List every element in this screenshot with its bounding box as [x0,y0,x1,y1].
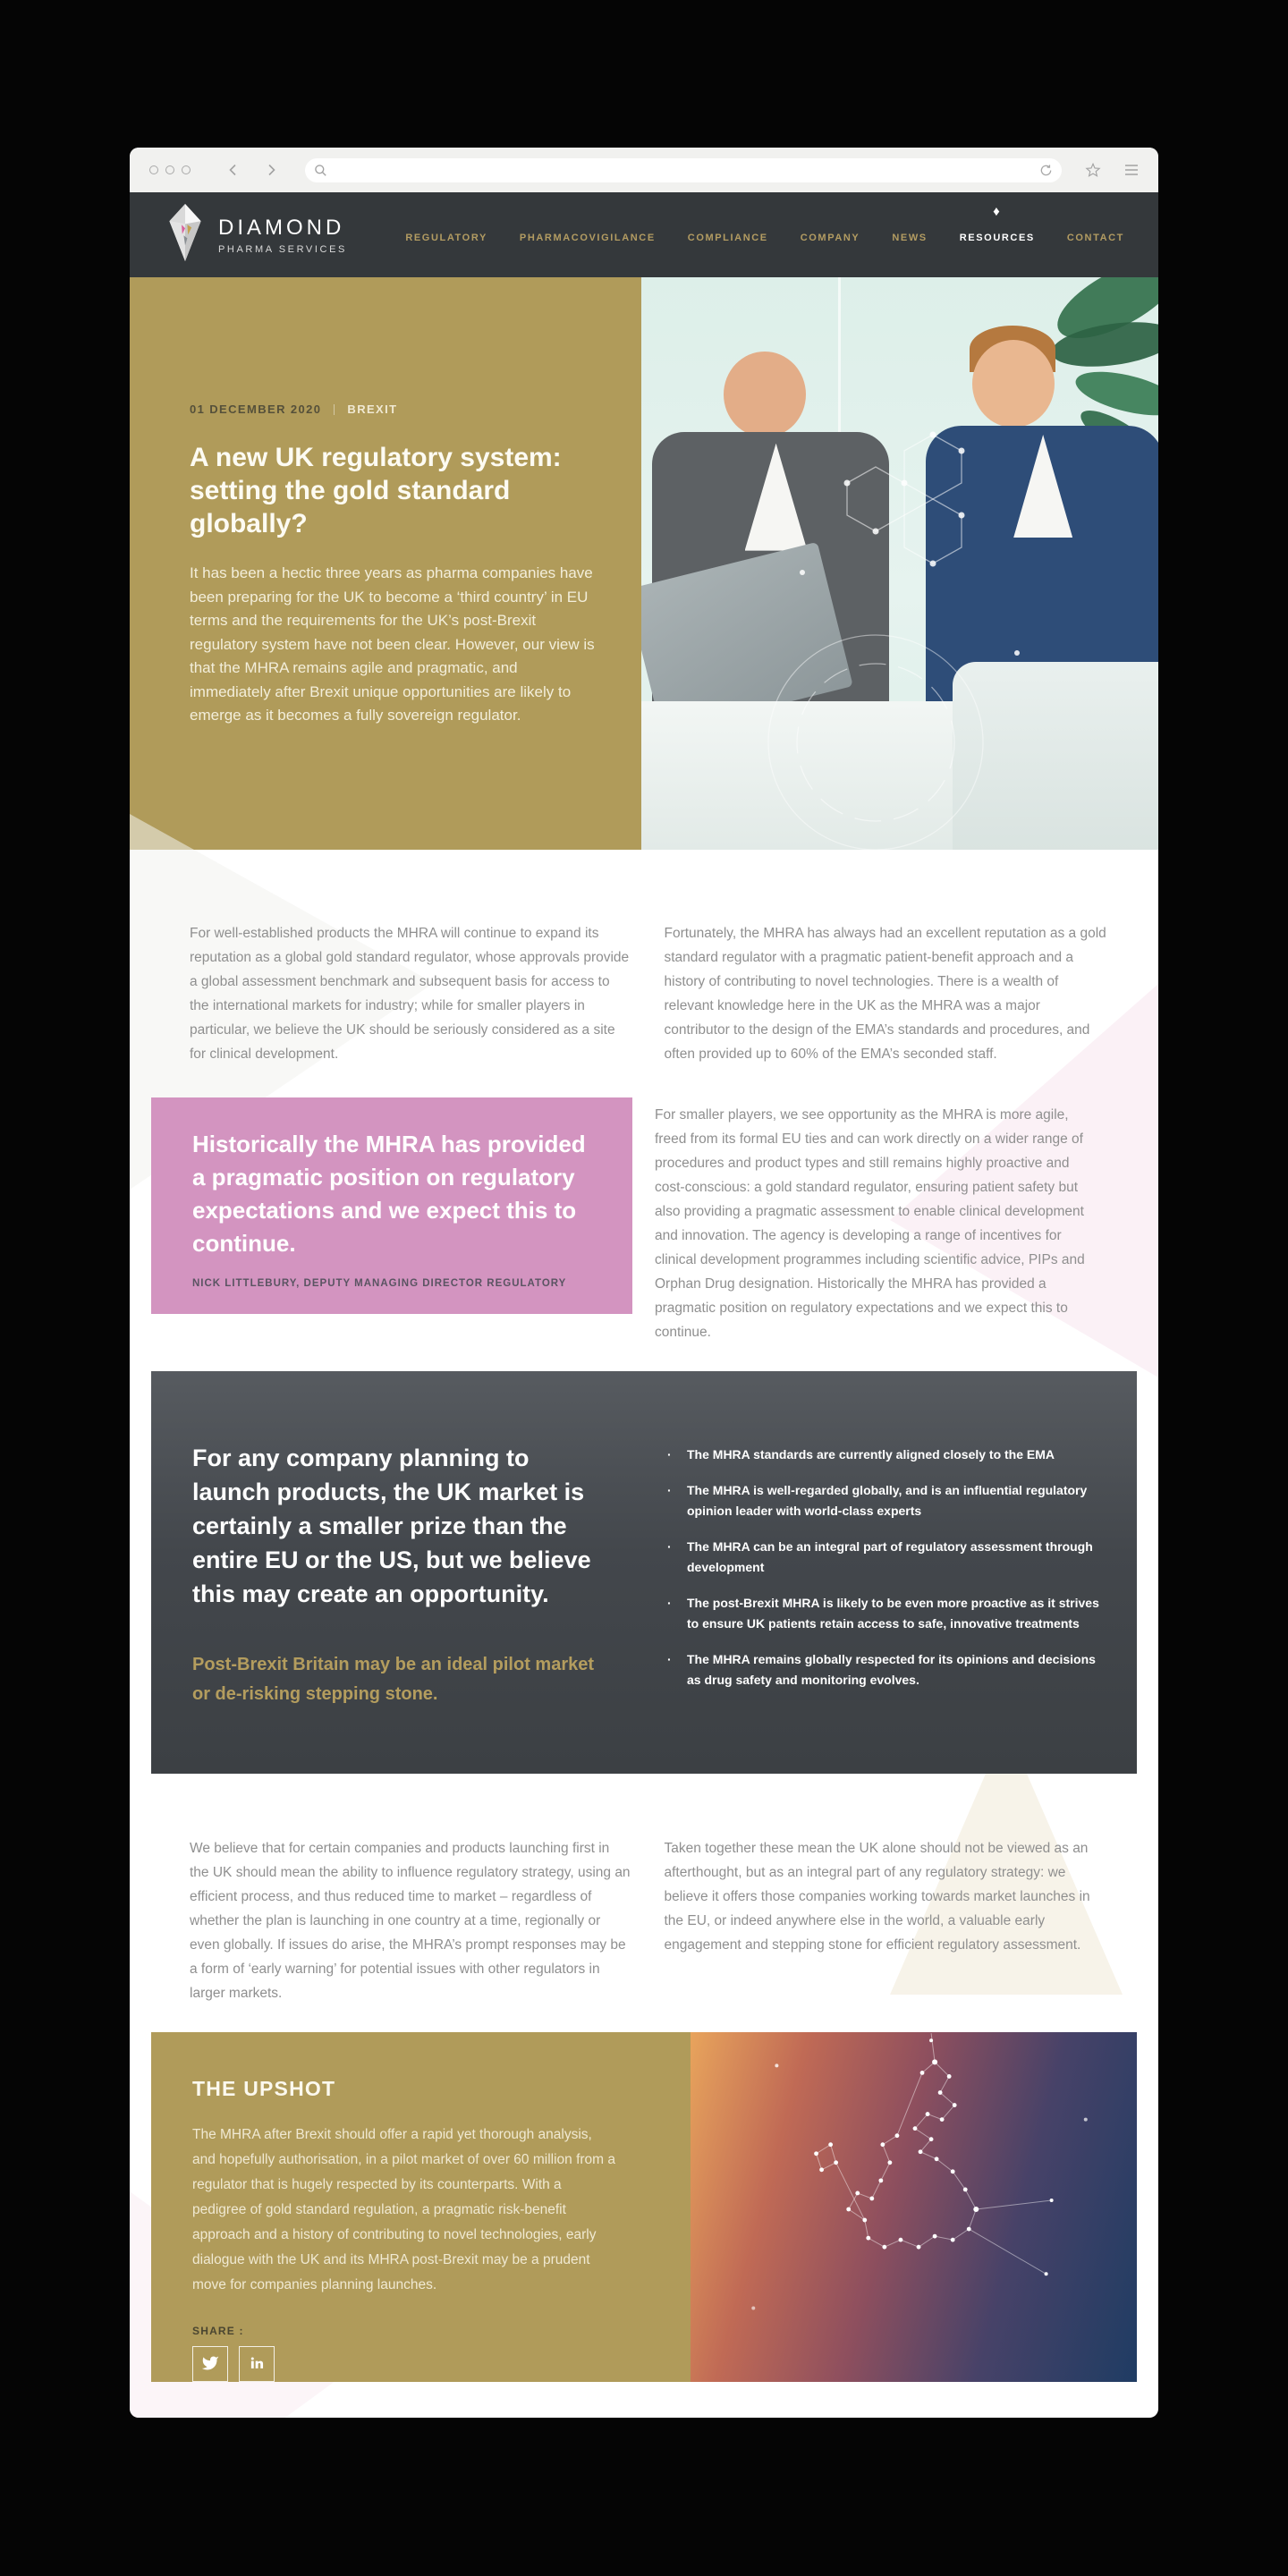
nav-item-compliance[interactable]: COMPLIANCE [687,232,768,243]
url-bar[interactable] [305,158,1062,182]
hero-photo [641,277,1158,850]
panel-heading: For any company planning to launch products, the UK market is certainly a smaller prize than the entire EU or the US, but we believe this may create an opportunity. [192,1445,591,1607]
intro-left-paragraph: For well-established products the MHRA will continue to expand its reputation as a global gold standard regulator, whose approvals provide a global assessment benchmark and subsequent basis for access to the international markets for industry; while for smaller players in particular, we believe the UK should be seriously considered as a site for clinical development. [190,926,630,1062]
search-icon [314,164,327,177]
window-maximize-button[interactable] [182,165,191,174]
intro-columns [130,850,1158,1066]
upshot-text-panel [151,2032,691,2382]
panel-left [192,1441,599,1738]
nav-item-regulatory[interactable]: REGULATORY [405,232,487,243]
closing-columns [130,1774,1158,2005]
panel-bullet: · The MHRA can be an integral part of regulatory assessment through development [664,1537,1101,1578]
pullquote-block [151,1097,632,1314]
share-buttons [192,2346,619,2382]
category-tag-brexit[interactable]: BREXIT [347,402,398,416]
article-body [130,850,1158,2382]
molecule-overlay-graphic [641,277,1158,850]
page-title-line2: setting the gold standard globally? [190,476,511,538]
browser-chrome [130,148,1158,192]
hero-intro-paragraph: It has been a hectic three years as pharma companies have been preparing for the UK to become a ‘third country’ in EU terms and the requirements for the UK’s post-Brexit regulatory system have not been clear. However, our view is that the MHRA remains agile and pragmatic, and immediately after Brexit unique opportunities are likely to emerge as it becomes a fully sovereign regulator. [190,564,595,724]
logo-name: DIAMOND [218,215,345,240]
nav-item-pharmacovigilance[interactable]: PHARMACOVIGILANCE [519,232,656,243]
nav-item-news[interactable]: NEWS [892,232,928,243]
diamond-logo-icon [164,201,207,268]
browser-window [130,148,1158,2418]
panel-bullet: · The post-Brexit MHRA is likely to be even more proactive as it strives to ensure UK patients retain access to safe, innovative treatments [664,1593,1101,1634]
article-date: 01 DECEMBER 2020 [190,402,322,416]
opportunity-panel [151,1371,1137,1774]
intro-right-paragraph: Fortunately, the MHRA has always had an excellent reputation as a gold standard regulator with a pragmatic patient-benefit approach and a history of contributing to novel technologies. There is a wealth of relevant knowledge here in the UK as the MHRA was a major contributor to the design of the EMA’s standards and procedures, and often provided up to 60% of the EMA’s seconded staff. [664,926,1106,1062]
back-chevron-icon [226,166,241,180]
quote-row [130,1097,1158,1344]
page-title-line1: A new UK regulatory system: [190,443,562,472]
window-controls [149,165,191,174]
nav-item-contact[interactable]: CONTACT [1066,232,1124,243]
refresh-icon[interactable] [1039,164,1053,177]
panel-bullet: · The MHRA remains globally respected for its opinions and decisions as drug safety and monitoring evolves. [664,1649,1101,1690]
nav-item-resources-label: RESOURCES [959,232,1035,243]
hero-section [130,277,1158,850]
logo[interactable] [164,201,347,268]
quote-side-paragraph: For smaller players, we see opportunity as the MHRA is more agile, freed from its formal EU ties and can work directly on a wider range of procedures and product types and still remains highly proactive and cost-conscious: a gold standard regulator, ensuring patient safety but also providing a pragmatic assessment to enable clinical development and innovation. The agency is developing a range of incentives for clinical development programmes including scientific advice, PIPs and Orphan Drug designation. Historically the MHRA has provided a pragmatic position on regulatory expectations and we expect this to continue. [655,1107,1085,1340]
twitter-share-button[interactable] [192,2346,228,2382]
main-nav [405,227,1124,243]
url-input[interactable] [335,164,1032,176]
share-label: SHARE : [192,2325,244,2337]
panel-subheading: Post-Brexit Britain may be an ideal pilot market or de-risking stepping stone. [192,1655,595,1704]
uk-map-graphic [691,2032,1137,2382]
forward-chevron-icon [264,166,278,180]
logo-text [218,216,347,255]
closing-right-paragraph: Taken together these mean the UK alone should not be viewed as an afterthought, but as an integral part of any regulatory strategy: we believe it offers those companies working towards market launches in the EU, or indeed anywhere else in the world, a valuable early engagement and stepping stone for efficient regulatory assessment. [664,1841,1090,1953]
nav-item-company[interactable]: COMPANY [800,232,860,243]
panel-bullet-list [664,1441,1101,1738]
pullquote-text: Historically the MHRA has provided a pragmatic position on regulatory expectations and we expect this to continue. [192,1131,586,1257]
linkedin-share-button[interactable] [239,2346,275,2382]
upshot-paragraph: The MHRA after Brexit should offer a rapid yet thorough analysis, and hopefully authorisation, in a pilot market of over 60 million from a regulator that is hugely respected by its counterparts. With a pedigree of gold standard regulation, a pragmatic risk-benefit approach and a history of contributing to novel technologies, early dialogue with the UK and its MHRA post-Brexit may be a prudent move for companies planning launches. [192,2127,615,2292]
hero-text-panel [130,277,641,850]
uk-constellation-image [691,2032,1137,2382]
back-button[interactable] [226,163,241,177]
site-header [130,192,1158,277]
upshot-heading: THE UPSHOT [192,2077,336,2100]
nav-item-resources[interactable] [960,227,1035,243]
closing-left-paragraph: We believe that for certain companies and products launching first in the UK should mean the ability to influence regulatory strategy, using an efficient process, and thus reduced time to market – regardless of whether the plan is launching in one country at a time, regionally or even globally. If issues do arise, the MHRA’s prompt responses may be a form of ‘early warning’ for potential issues with other regulators in larger markets. [190,1841,631,2001]
pullquote-attribution: NICK LITTLEBURY, DEPUTY MANAGING DIRECTOR REGULATORY [192,1278,567,1289]
article-meta [190,402,597,416]
window-minimize-button[interactable] [165,165,174,174]
panel-bullet: · The MHRA is well-regarded globally, and is an influential regulatory opinion leader with world-class experts [664,1480,1101,1521]
linkedin-icon [248,2354,266,2375]
page-title [190,441,597,540]
forward-button[interactable] [264,163,278,177]
window-close-button[interactable] [149,165,158,174]
twitter-icon [201,2354,219,2375]
logo-tagline: PHARMA SERVICES [218,243,347,255]
meta-divider [334,404,335,415]
upshot-section [151,2032,1137,2382]
panel-bullet: · The MHRA standards are currently aligned closely to the EMA [664,1445,1101,1465]
bookmark-star-icon[interactable] [1085,162,1101,178]
menu-icon[interactable] [1124,164,1139,176]
